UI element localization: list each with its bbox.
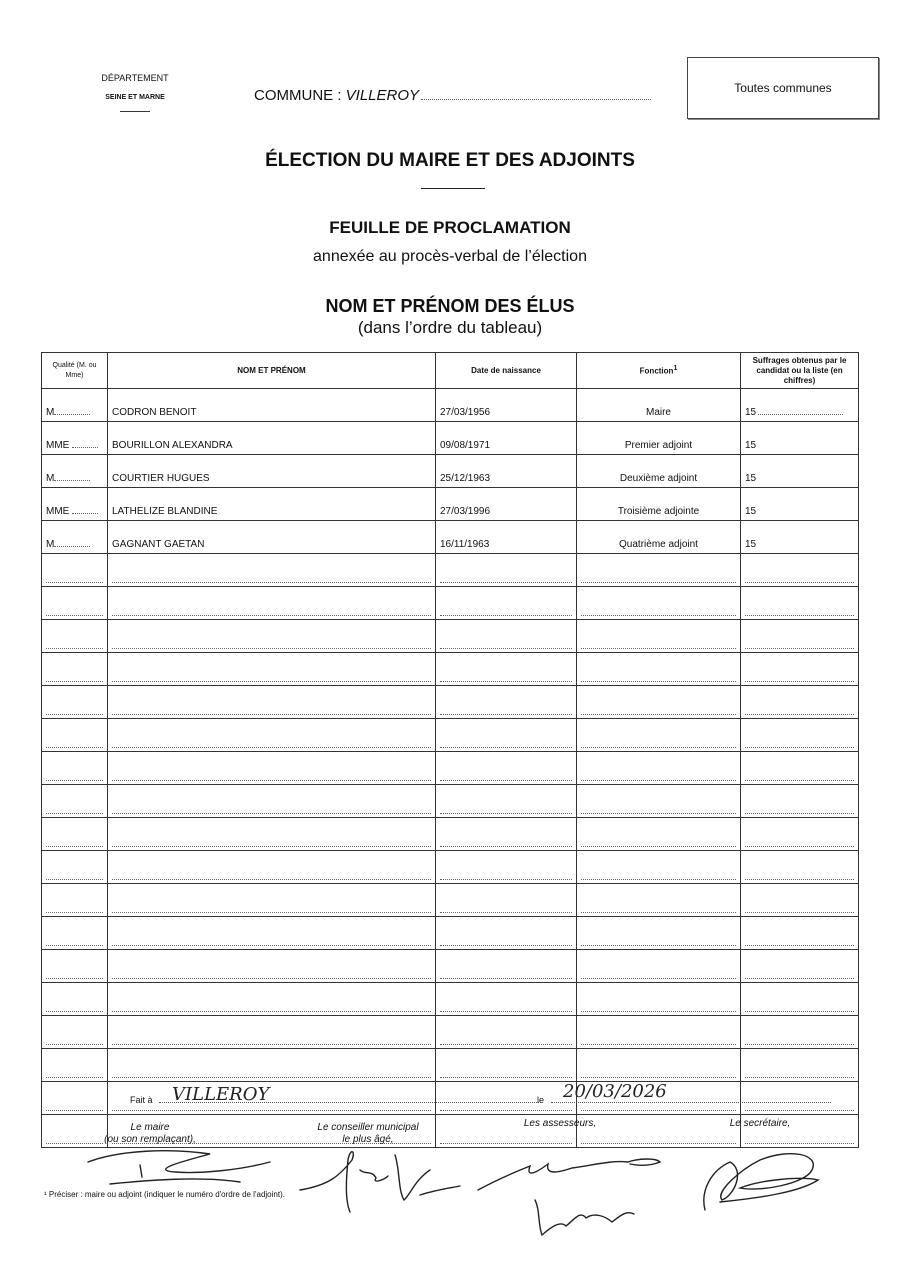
cell-nom: BOURILLON ALEXANDRA (108, 422, 436, 455)
departement-value: SEINE ET MARNE (105, 94, 165, 101)
dotted-line (440, 736, 572, 748)
dotted-line (112, 1066, 431, 1078)
dotted-line (581, 835, 736, 847)
fonction-footnote-mark: 1 (673, 365, 678, 373)
dotted-line (46, 835, 103, 847)
dotted-line (745, 802, 854, 814)
cell-date: 09/08/1971 (436, 422, 577, 455)
dotted-line (112, 670, 431, 682)
commune-line (254, 87, 651, 104)
dotted-line (112, 868, 431, 880)
dotted-line (745, 736, 854, 748)
table-row-empty (42, 1016, 859, 1049)
empty-cell (108, 653, 436, 686)
dotted-line (745, 901, 854, 913)
empty-cell (741, 686, 859, 719)
empty-cell (741, 752, 859, 785)
empty-cell (42, 554, 108, 587)
empty-cell (577, 686, 741, 719)
table-row-empty (42, 983, 859, 1016)
dotted-line (745, 868, 854, 880)
elus-table (41, 352, 859, 1148)
empty-cell (108, 686, 436, 719)
cell-qualite (42, 455, 108, 488)
assesseur-signature-2 (535, 1200, 634, 1235)
dotted-line (745, 1000, 854, 1012)
empty-cell (42, 1082, 108, 1115)
empty-cell (741, 1049, 859, 1082)
dotted-line (581, 901, 736, 913)
title-divider (421, 188, 485, 189)
empty-cell (108, 554, 436, 587)
cell-suffrages: 15 (741, 521, 859, 554)
departement-block (70, 72, 200, 112)
table-row-empty (42, 620, 859, 653)
empty-cell (108, 752, 436, 785)
cell-fonction: Deuxième adjoint (577, 455, 741, 488)
dotted-line (54, 414, 90, 415)
dotted-line (112, 736, 431, 748)
order-subtitle: (dans l’ordre du tableau) (357, 318, 543, 337)
dotted-line (745, 967, 854, 979)
table-row-empty (42, 917, 859, 950)
empty-cell (108, 785, 436, 818)
empty-cell (108, 719, 436, 752)
maire-line1: Le maire (130, 1122, 170, 1133)
empty-cell (577, 719, 741, 752)
empty-cell (741, 587, 859, 620)
dotted-line (72, 513, 98, 514)
proclamation-title: FEUILLE DE PROCLAMATION (329, 218, 571, 237)
fait-handwritten-place: VILLEROY (172, 1084, 270, 1105)
empty-cell (741, 785, 859, 818)
empty-cell (42, 686, 108, 719)
cell-nom: CODRON BENOIT (108, 389, 436, 422)
cell-nom: COURTIER HUGUES (108, 455, 436, 488)
dotted-line (581, 802, 736, 814)
cell-fonction: Quatrième adjoint (577, 521, 741, 554)
empty-cell (436, 917, 577, 950)
dotted-line (745, 835, 854, 847)
empty-cell (436, 620, 577, 653)
dotted-line (46, 736, 103, 748)
assesseurs-signature-title: Les assesseurs, (523, 1118, 597, 1129)
empty-cell (436, 554, 577, 587)
page-title: ÉLECTION DU MAIRE ET DES ADJOINTS (265, 150, 635, 171)
dotted-line (46, 967, 103, 979)
empty-cell (42, 587, 108, 620)
dotted-line (581, 604, 736, 616)
dotted-line (581, 670, 736, 682)
table-row-empty (42, 653, 859, 686)
dotted-line (440, 637, 572, 649)
empty-cell (436, 686, 577, 719)
empty-cell (577, 818, 741, 851)
empty-cell (436, 983, 577, 1016)
empty-cell (577, 884, 741, 917)
col-date-header: Date de naissance (436, 353, 577, 389)
dotted-line (581, 571, 736, 583)
cell-qualite (42, 389, 108, 422)
empty-cell (741, 620, 859, 653)
dotted-line (112, 802, 431, 814)
dotted-line (581, 1033, 736, 1045)
qualite-value: M (46, 473, 55, 484)
cell-suffrages: 15 (741, 488, 859, 521)
dotted-line (440, 901, 572, 913)
dotted-line (581, 703, 736, 715)
dotted-line (46, 1000, 103, 1012)
empty-cell (108, 587, 436, 620)
dotted-line (112, 901, 431, 913)
empty-cell (108, 1016, 436, 1049)
empty-cell (42, 983, 108, 1016)
dotted-line (745, 571, 854, 583)
empty-cell (108, 851, 436, 884)
dotted-line (440, 802, 572, 814)
dotted-line (46, 868, 103, 880)
empty-cell (108, 1049, 436, 1082)
empty-cell (436, 653, 577, 686)
dotted-line (46, 604, 103, 616)
dotted-line (745, 670, 854, 682)
empty-cell (436, 719, 577, 752)
cell-fonction: Troisième adjointe (577, 488, 741, 521)
conseiller-line1: Le conseiller municipal (317, 1122, 419, 1133)
fonction-header-text: Fonction (639, 366, 674, 376)
empty-cell (741, 653, 859, 686)
empty-cell (577, 587, 741, 620)
conseiller-signature (300, 1152, 460, 1212)
dotted-line (581, 1000, 736, 1012)
dotted-line (46, 571, 103, 583)
empty-cell (436, 884, 577, 917)
empty-cell (42, 785, 108, 818)
empty-cell (741, 554, 859, 587)
empty-cell (577, 917, 741, 950)
empty-cell (42, 752, 108, 785)
dotted-line (46, 1033, 103, 1045)
empty-cell (741, 719, 859, 752)
cell-qualite (42, 488, 108, 521)
departement-divider (120, 111, 150, 112)
dotted-line (745, 1066, 854, 1078)
dotted-line (581, 637, 736, 649)
empty-cell (42, 917, 108, 950)
dotted-line (46, 1099, 103, 1111)
empty-cell (42, 950, 108, 983)
empty-cell (42, 1016, 108, 1049)
empty-cell (108, 917, 436, 950)
cell-fonction: Premier adjoint (577, 422, 741, 455)
dotted-line (112, 1033, 431, 1045)
dotted-line (46, 901, 103, 913)
empty-cell (108, 884, 436, 917)
empty-cell (577, 785, 741, 818)
empty-cell (577, 554, 741, 587)
dotted-line (54, 546, 90, 547)
dotted-line (46, 1066, 103, 1078)
dotted-line (440, 703, 572, 715)
footnote: ¹ Préciser : maire ou adjoint (indiquer le numéro d'ordre de l'adjoint). (44, 1190, 285, 1199)
table-row-empty (42, 884, 859, 917)
table-row-empty (42, 818, 859, 851)
dotted-line (581, 1066, 736, 1078)
dotted-line (46, 802, 103, 814)
empty-cell (436, 1016, 577, 1049)
table-row (42, 389, 859, 422)
le-dotted-line (551, 1102, 831, 1103)
col-fonction-header (577, 353, 741, 389)
dotted-line (46, 703, 103, 715)
dotted-line (440, 1033, 572, 1045)
dotted-line (112, 1000, 431, 1012)
dotted-line (440, 769, 572, 781)
dotted-line (581, 769, 736, 781)
table-row (42, 455, 859, 488)
empty-cell (42, 653, 108, 686)
maire-line2: (ou son remplaçant), (104, 1134, 196, 1145)
empty-cell (436, 950, 577, 983)
suffrages-value: 15 (745, 407, 757, 418)
cell-suffrages: 15 (741, 422, 859, 455)
empty-cell (577, 1049, 741, 1082)
dotted-line (758, 414, 843, 415)
dotted-line (112, 637, 431, 649)
empty-cell (577, 653, 741, 686)
empty-cell (42, 620, 108, 653)
qualite-value: M (46, 539, 55, 550)
dotted-line (440, 868, 572, 880)
dotted-line (440, 571, 572, 583)
table-row-empty (42, 719, 859, 752)
dotted-line (745, 769, 854, 781)
empty-cell (42, 1049, 108, 1082)
empty-cell (577, 620, 741, 653)
dotted-line (745, 1033, 854, 1045)
dotted-line (581, 736, 736, 748)
empty-cell (108, 983, 436, 1016)
secretaire-signature (704, 1154, 818, 1210)
dotted-line (440, 1000, 572, 1012)
empty-cell (436, 785, 577, 818)
table-row-empty (42, 950, 859, 983)
cell-nom: LATHELIZE BLANDINE (108, 488, 436, 521)
empty-cell (436, 818, 577, 851)
cell-suffrages: 15 (741, 455, 859, 488)
table-header-row (42, 353, 859, 389)
dotted-line (440, 835, 572, 847)
empty-cell (108, 620, 436, 653)
dotted-line (112, 835, 431, 847)
cell-qualite (42, 521, 108, 554)
table-row (42, 521, 859, 554)
dotted-line (745, 637, 854, 649)
names-title: NOM ET PRÉNOM DES ÉLUS (325, 296, 575, 316)
col-qualite-header: Qualité (M. ou Mme) (42, 353, 108, 389)
cell-qualite (42, 422, 108, 455)
dotted-line (440, 670, 572, 682)
table-row (42, 422, 859, 455)
commune-dotted-line (421, 99, 651, 100)
table-row-empty (42, 686, 859, 719)
cell-fonction: Maire (577, 389, 741, 422)
empty-cell (577, 983, 741, 1016)
le-label: le (537, 1095, 545, 1105)
col-suffrages-header: Suffrages obtenus par le candidat ou la liste (en chiffres) (741, 353, 859, 389)
dotted-line (581, 868, 736, 880)
empty-cell (741, 851, 859, 884)
dotted-line (112, 604, 431, 616)
conseiller-line2: le plus âgé, (342, 1134, 394, 1145)
dotted-line (745, 703, 854, 715)
dotted-line (745, 934, 854, 946)
table-row-empty (42, 587, 859, 620)
col-nom-header: NOM ET PRÉNOM (108, 353, 436, 389)
empty-cell (436, 752, 577, 785)
dotted-line (112, 769, 431, 781)
commune-label: COMMUNE : (254, 87, 342, 104)
empty-cell (741, 884, 859, 917)
table-row-empty (42, 785, 859, 818)
empty-cell (577, 1016, 741, 1049)
dotted-line (46, 769, 103, 781)
empty-cell (108, 950, 436, 983)
table-row-empty (42, 1049, 859, 1082)
table-row (42, 488, 859, 521)
qualite-value: M (46, 407, 55, 418)
table-row-empty (42, 851, 859, 884)
dotted-line (745, 604, 854, 616)
dotted-line (112, 571, 431, 583)
departement-label: DÉPARTEMENT (101, 73, 169, 83)
empty-cell (436, 1049, 577, 1082)
empty-cell (577, 752, 741, 785)
dotted-line (440, 1066, 572, 1078)
commune-value: VILLEROY (345, 87, 420, 104)
empty-cell (741, 1016, 859, 1049)
empty-cell (42, 884, 108, 917)
dotted-line (72, 447, 98, 448)
empty-cell (436, 851, 577, 884)
dotted-line (46, 637, 103, 649)
toutes-communes-box: Toutes communes (687, 57, 879, 119)
empty-cell (42, 851, 108, 884)
fait-label: Fait à (130, 1095, 153, 1105)
dotted-line (46, 934, 103, 946)
empty-cell (741, 950, 859, 983)
dotted-line (112, 934, 431, 946)
dotted-line (112, 703, 431, 715)
qualite-value: MME (46, 506, 70, 517)
empty-cell (741, 917, 859, 950)
empty-cell (741, 818, 859, 851)
dotted-line (581, 967, 736, 979)
cell-date: 16/11/1963 (436, 521, 577, 554)
dotted-line (440, 967, 572, 979)
dotted-line (54, 480, 90, 481)
empty-cell (741, 983, 859, 1016)
table-row-empty (42, 752, 859, 785)
cell-date: 27/03/1956 (436, 389, 577, 422)
qualite-value: MME (46, 440, 70, 451)
dotted-line (46, 670, 103, 682)
assesseur-signature-1 (478, 1159, 660, 1190)
secretaire-signature-title: Le secrétaire, (729, 1118, 791, 1129)
cell-suffrages (741, 389, 859, 422)
empty-cell (42, 818, 108, 851)
table-row-empty (42, 554, 859, 587)
maire-signature (88, 1151, 270, 1184)
dotted-line (112, 967, 431, 979)
cell-date: 25/12/1963 (436, 455, 577, 488)
empty-cell (108, 818, 436, 851)
cell-date: 27/03/1996 (436, 488, 577, 521)
dotted-line (581, 934, 736, 946)
empty-cell (42, 719, 108, 752)
dotted-line (440, 604, 572, 616)
dotted-line (440, 934, 572, 946)
empty-cell (577, 851, 741, 884)
empty-cell (577, 950, 741, 983)
cell-nom: GAGNANT GAETAN (108, 521, 436, 554)
annex-subtitle: annexée au procès-verbal de l’élection (313, 248, 587, 265)
handwritten-date: 20/03/2026 (563, 1081, 667, 1102)
empty-cell (436, 587, 577, 620)
